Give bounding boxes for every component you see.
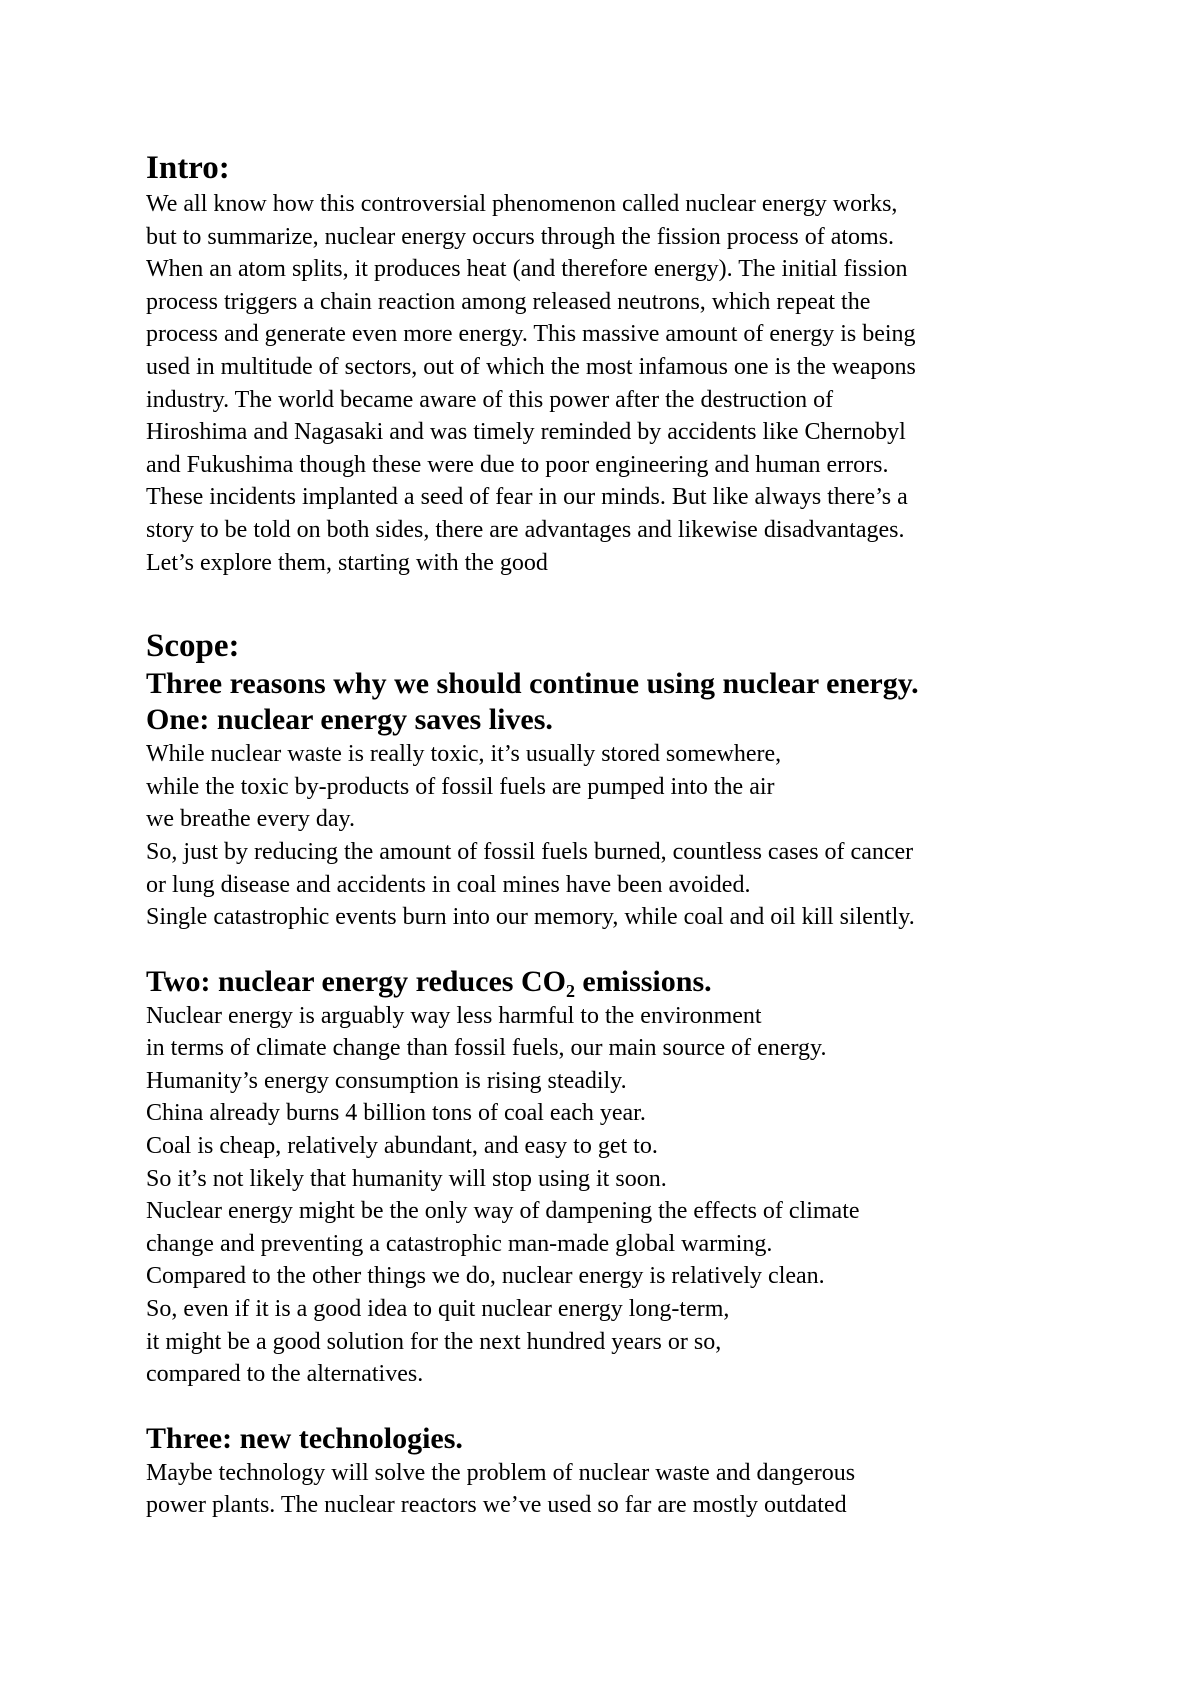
intro-section: [146, 148, 1106, 579]
spacer: [146, 934, 1106, 964]
scope-subheading: Three reasons why we should continue using nuclear energy.: [146, 667, 919, 701]
reason-three-line: Maybe technology will solve the problem of nuclear waste and dangerous: [146, 1459, 856, 1486]
reason-two-line: change and preventing a catastrophic man-made global warming.: [146, 1230, 773, 1257]
reason-one-line: Single catastrophic events burn into our memory, while coal and oil kill silently.: [146, 904, 915, 931]
reason-three-heading: Three: new technologies.: [146, 1421, 463, 1455]
intro-heading: Intro:: [146, 150, 230, 186]
reason-two-line: it might be a good solution for the next hundred years or so,: [146, 1328, 722, 1355]
reason-three-line: power plants. The nuclear reactors we’ve used so far are mostly outdated: [146, 1492, 847, 1519]
intro-line: industry. The world became aware of this power after the destruction of: [146, 386, 834, 413]
reason-two-line: Nuclear energy is arguably way less harmful to the environment: [146, 1002, 762, 1029]
reason-two-body: [146, 1000, 1106, 1391]
reason-two-line: Compared to the other things we do, nuclear energy is relatively clean.: [146, 1263, 825, 1290]
intro-body: [146, 188, 1106, 579]
scope-heading: Scope:: [146, 628, 240, 665]
spacer: [146, 1391, 1106, 1421]
reason-one-line: or lung disease and accidents in coal mines have been avoided.: [146, 871, 751, 898]
reason-two-heading: Two: nuclear energy reduces CO₂ emissions.: [146, 964, 712, 998]
reason-two-line: So it’s not likely that humanity will stop using it soon.: [146, 1165, 667, 1192]
intro-line: We all know how this controversial phenomenon called nuclear energy works,: [146, 191, 898, 217]
intro-line: story to be told on both sides, there are advantages and likewise disadvantages.: [146, 516, 905, 543]
reason-two-line: Humanity’s energy consumption is rising steadily.: [146, 1067, 627, 1094]
intro-line: Let’s explore them, starting with the good: [146, 549, 548, 576]
intro-line: used in multitude of sectors, out of which the most infamous one is the weapons: [146, 353, 916, 380]
reason-three-section: [146, 1421, 1106, 1522]
intro-line: process and generate even more energy. This massive amount of energy is being: [146, 321, 916, 348]
intro-line: These incidents implanted a seed of fear in our minds. But like always there’s a: [146, 484, 908, 511]
reason-two-line: So, even if it is a good idea to quit nuclear energy long-term,: [146, 1296, 730, 1323]
spacer: [146, 579, 1106, 626]
reason-two-line: in terms of climate change than fossil fuels, our main source of energy.: [146, 1035, 827, 1062]
reason-one-line: So, just by reducing the amount of fossil fuels burned, countless cases of cancer: [146, 838, 914, 865]
scope-section: [146, 626, 1106, 702]
reason-one-line: While nuclear waste is really toxic, it’s usually stored somewhere,: [146, 741, 782, 768]
reason-one-line: while the toxic by-products of fossil fuels are pumped into the air: [146, 773, 775, 800]
reason-two-line: Nuclear energy might be the only way of dampening the effects of climate: [146, 1198, 860, 1225]
reason-one-heading: One: nuclear energy saves lives.: [146, 703, 553, 737]
reason-two-line: Coal is cheap, relatively abundant, and easy to get to.: [146, 1133, 658, 1160]
document-page: [146, 148, 1106, 1522]
intro-line: When an atom splits, it produces heat (and therefore energy). The initial fission: [146, 256, 908, 283]
reason-one-line: we breathe every day.: [146, 806, 355, 833]
intro-line: process triggers a chain reaction among released neutrons, which repeat the: [146, 288, 871, 315]
intro-line: but to summarize, nuclear energy occurs through the fission process of atoms.: [146, 223, 895, 250]
reason-one-body: [146, 738, 1106, 934]
reason-three-body: [146, 1457, 1106, 1522]
reason-two-line: China already burns 4 billion tons of coal each year.: [146, 1100, 646, 1127]
intro-line: and Fukushima though these were due to poor engineering and human errors.: [146, 451, 889, 478]
reason-two-line: compared to the alternatives.: [146, 1361, 424, 1388]
reason-one-section: [146, 702, 1106, 934]
intro-line: Hiroshima and Nagasaki and was timely reminded by accidents like Chernobyl: [146, 419, 906, 446]
reason-two-section: [146, 964, 1106, 1391]
